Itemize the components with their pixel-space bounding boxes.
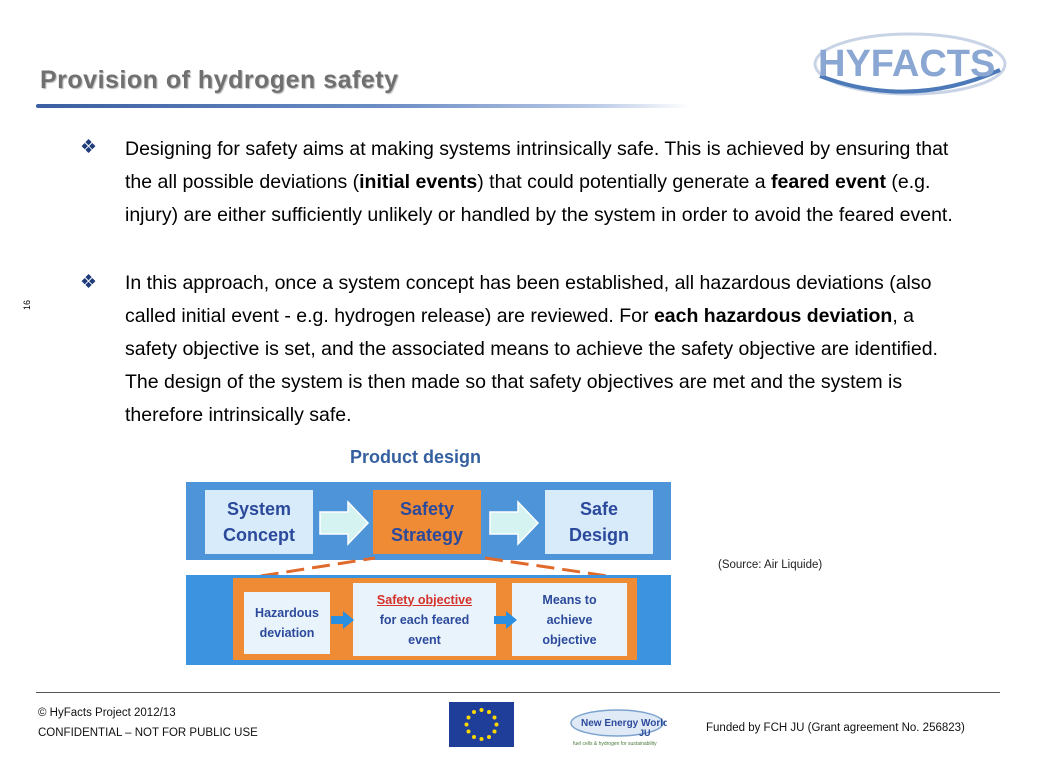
box-line: Safety xyxy=(399,499,455,519)
safety-objective-box xyxy=(353,583,496,656)
source-note: (Source: Air Liquide) xyxy=(718,559,823,571)
bullet-1-bold: feared event xyxy=(771,171,886,193)
bullet-2-part: In this approach, once a system concept has been established, all hazardous deviations (also called initial event - e.g. hydrogen release) are reviewed. For xyxy=(125,272,932,327)
system-concept-box xyxy=(205,490,313,554)
box-line: Concept xyxy=(223,525,295,545)
bullet-1-bold: initial events xyxy=(359,171,478,193)
box-line: Safe xyxy=(579,499,618,519)
title-underline xyxy=(36,104,690,108)
box-line: achieve xyxy=(546,612,593,627)
bullet-2-bold: each hazardous deviation xyxy=(653,305,893,327)
box-line: Hazardous xyxy=(255,606,319,620)
diamond-bullet-icon: ❖ xyxy=(80,137,98,158)
box-line: Strategy xyxy=(390,525,464,545)
eu-flag-logo xyxy=(449,702,514,747)
box-line: event xyxy=(408,632,441,647)
means-to-achieve-box xyxy=(512,583,627,656)
safe-design-box xyxy=(545,490,653,554)
arrow-right-icon xyxy=(318,500,370,546)
diagram-title: Product design xyxy=(350,447,482,467)
hazardous-deviation-box xyxy=(244,592,330,654)
bullet-2-part: , a safety objective is set, and the associated means to achieve the safety objective are identified. The design of the system is then made so that safety objectives are met and the system is therefore intrinsically safe. xyxy=(125,305,938,426)
box-line: Safety objective xyxy=(376,592,473,607)
new-energy-logo-text: New Energy World xyxy=(581,718,667,729)
footer-copyright: © HyFacts Project 2012/13 xyxy=(38,707,176,719)
bullet-1-part: Designing for safety aims at making systems intrinsically safe. This is achieved by ensuring that the all possible deviations ( xyxy=(125,138,949,193)
footer-divider xyxy=(36,692,1000,693)
new-energy-world-logo xyxy=(567,706,667,748)
box-line: for each feared xyxy=(379,612,470,627)
footer-confidential: CONFIDENTIAL – NOT FOR PUBLIC USE xyxy=(38,727,258,739)
arrow-right-icon xyxy=(494,611,518,629)
footer-funding: Funded by FCH JU (Grant agreement No. 256823) xyxy=(706,722,965,734)
new-energy-logo-ju: JU xyxy=(639,728,651,738)
bullet-1-part: (e.g. injury) are either sufficiently unlikely or handled by the system in order to avoid the feared event. xyxy=(125,171,953,226)
bullet-text-2 xyxy=(125,267,955,432)
hyfacts-logo xyxy=(810,30,1010,100)
slide-number: 16 xyxy=(22,299,33,311)
safety-strategy-box xyxy=(373,490,481,554)
box-line: Means to xyxy=(542,592,597,607)
box-line: Design xyxy=(568,525,629,545)
logo-text-hy: HYFACTS xyxy=(818,43,996,85)
box-line: deviation xyxy=(259,626,315,640)
bullet-1-part: ) that could potentially generate a xyxy=(477,171,772,193)
slide-title: Provision of hydrogen safety xyxy=(40,66,399,94)
arrow-right-icon xyxy=(488,500,540,546)
new-energy-logo-tagline: fuel cells & hydrogen for sustainability xyxy=(573,741,657,747)
box-line: System xyxy=(226,499,292,519)
arrow-right-icon xyxy=(331,611,355,629)
bullet-text-1 xyxy=(125,133,955,232)
box-line: objective xyxy=(542,632,597,647)
diamond-bullet-icon: ❖ xyxy=(80,272,98,293)
